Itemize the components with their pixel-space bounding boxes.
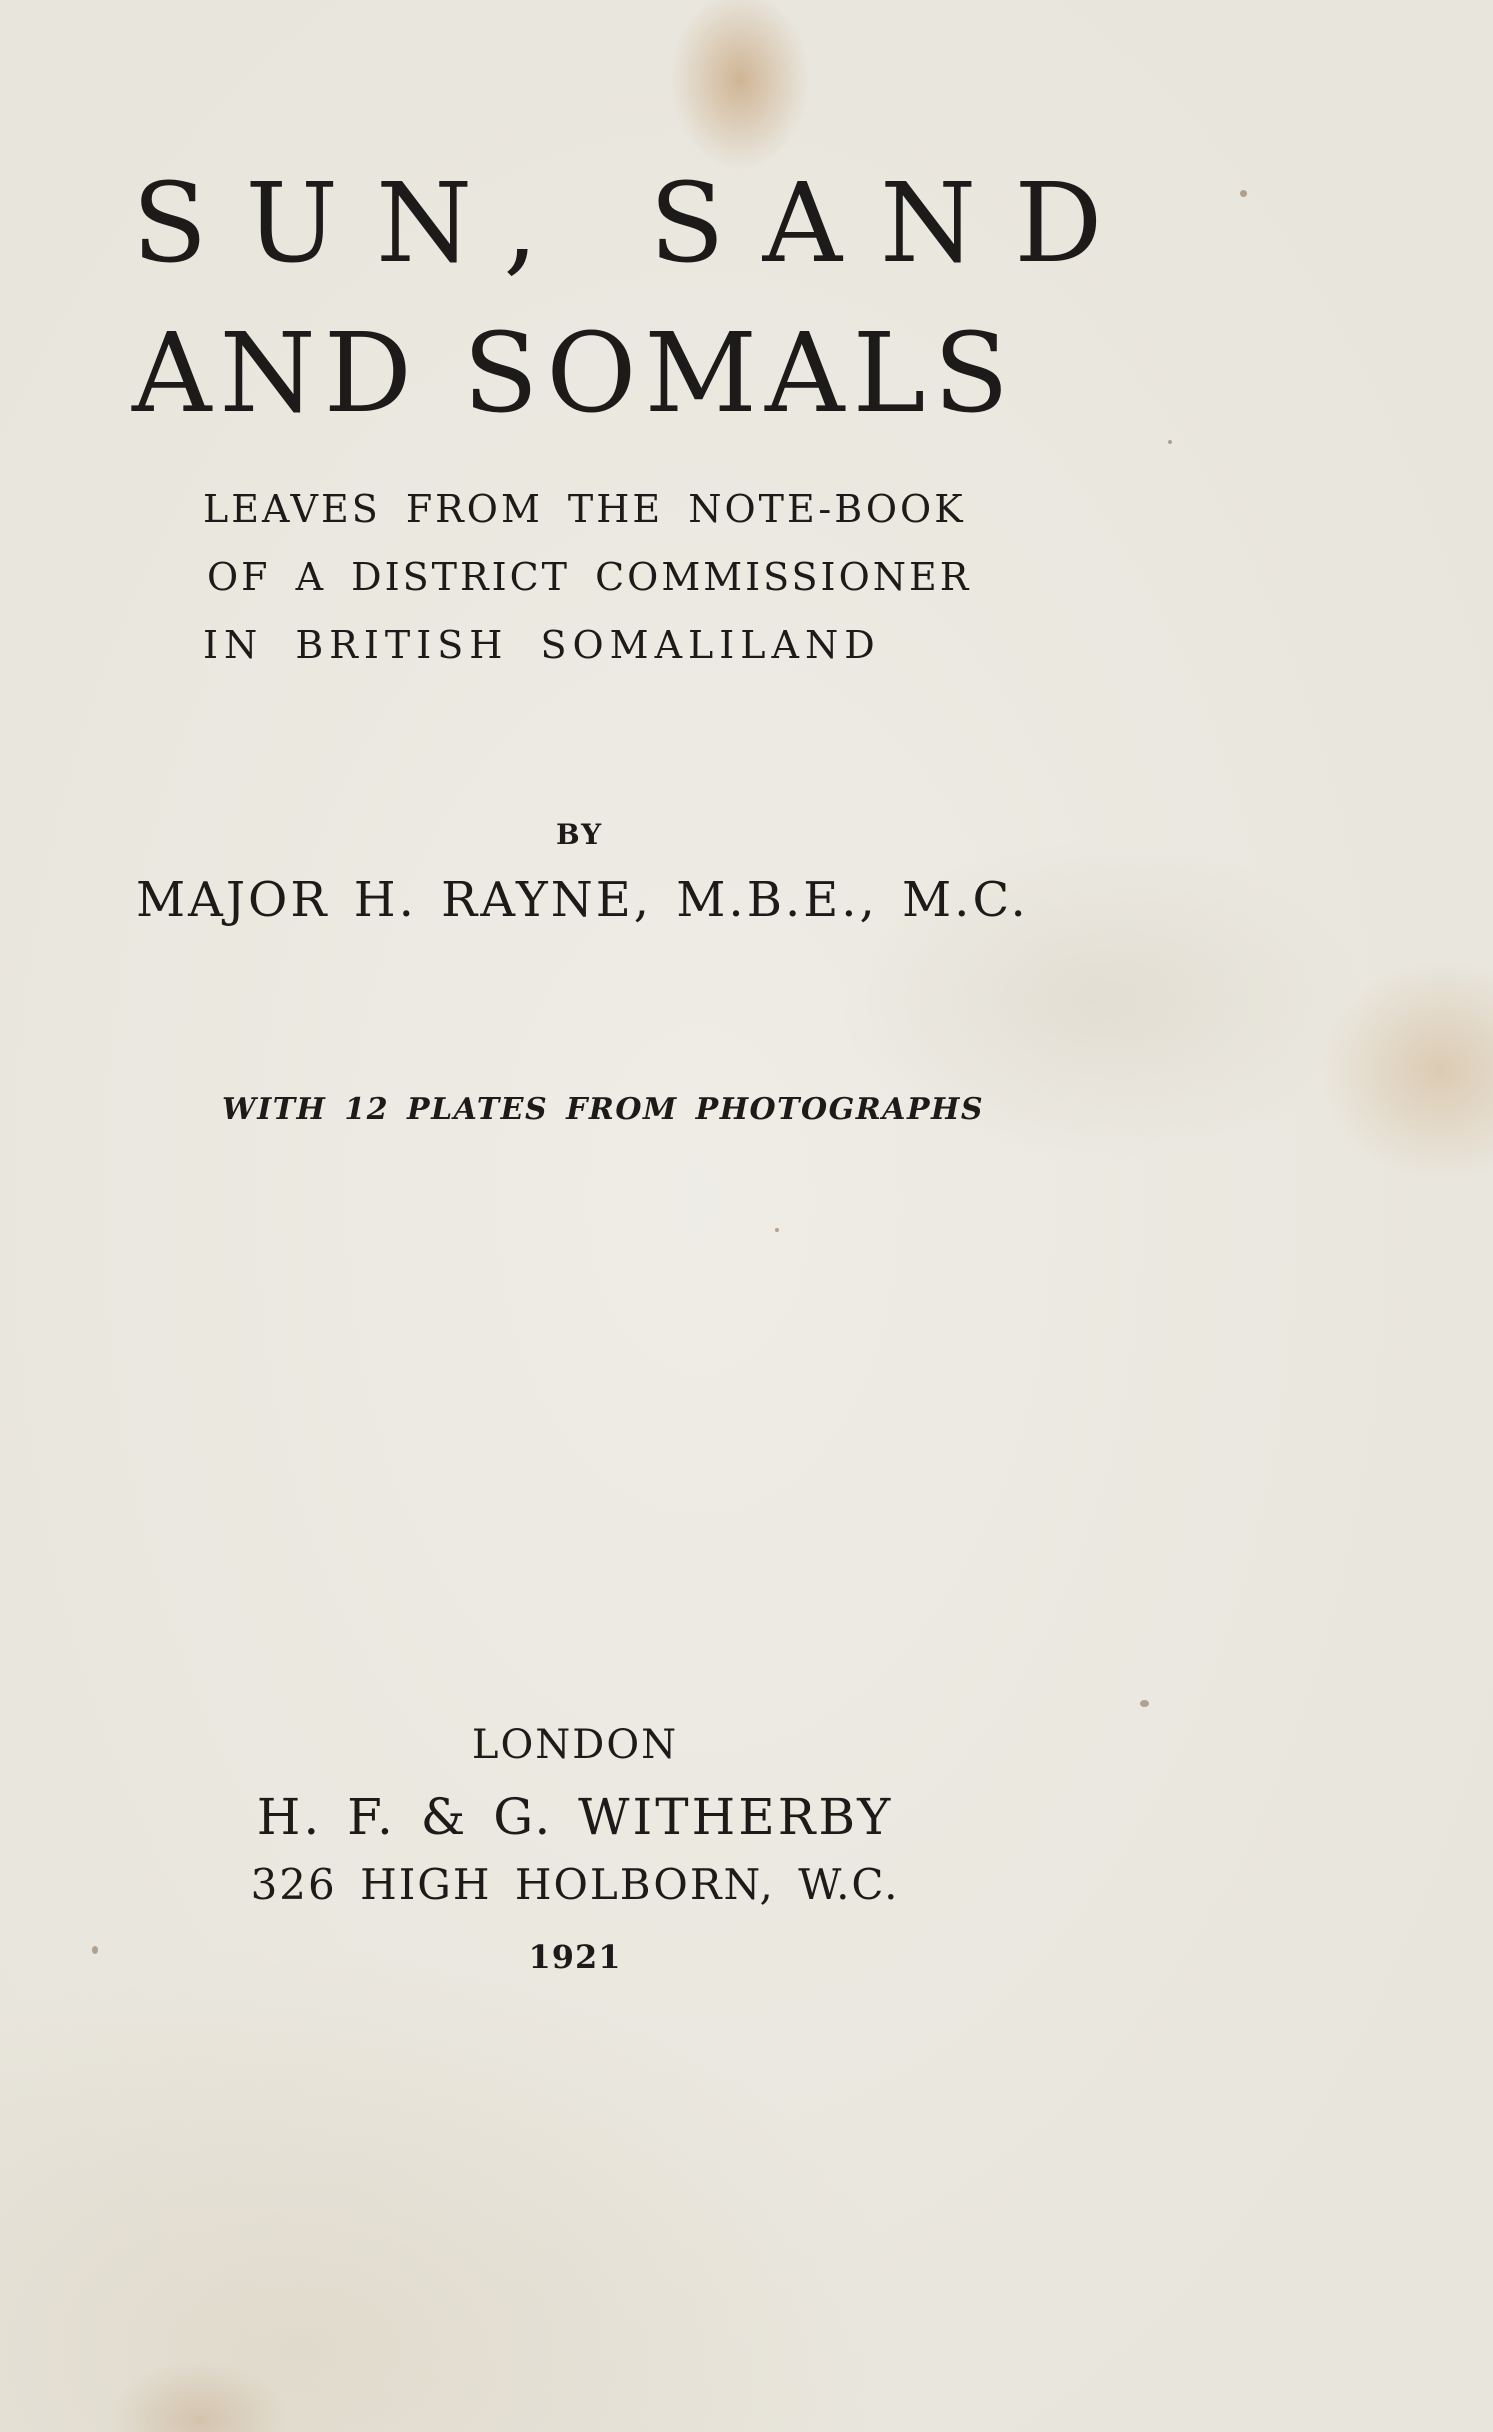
paper-speck: [1240, 190, 1247, 197]
book-title-line-1: SUN, SAND: [132, 159, 1141, 287]
by-line: BY: [556, 818, 604, 851]
subtitle-line-2: OF A DISTRICT COMMISSIONER: [207, 555, 972, 599]
paper-speck: [1168, 440, 1172, 444]
plates-note: WITH 12 PLATES FROM PHOTOGRAPHS: [222, 1092, 985, 1127]
subtitle-line-1: LEAVES FROM THE NOTE-BOOK: [203, 487, 966, 531]
publication-city: LONDON: [471, 1722, 679, 1768]
paper-speck: [1140, 1700, 1149, 1707]
publisher-name: H. F. & G. WITHERBY: [256, 1788, 894, 1846]
subtitle-line-3: IN BRITISH SOMALILAND: [203, 623, 881, 667]
publisher-address: 326 HIGH HOLBORN, W.C.: [250, 1860, 900, 1909]
paper-speck: [92, 1946, 98, 1954]
publication-year: 1921: [528, 1938, 622, 1976]
book-title-line-2: AND SOMALS: [132, 309, 1017, 437]
paper-speck: [775, 1228, 779, 1232]
author-name: MAJOR H. RAYNE, M.B.E., M.C.: [136, 872, 1029, 928]
